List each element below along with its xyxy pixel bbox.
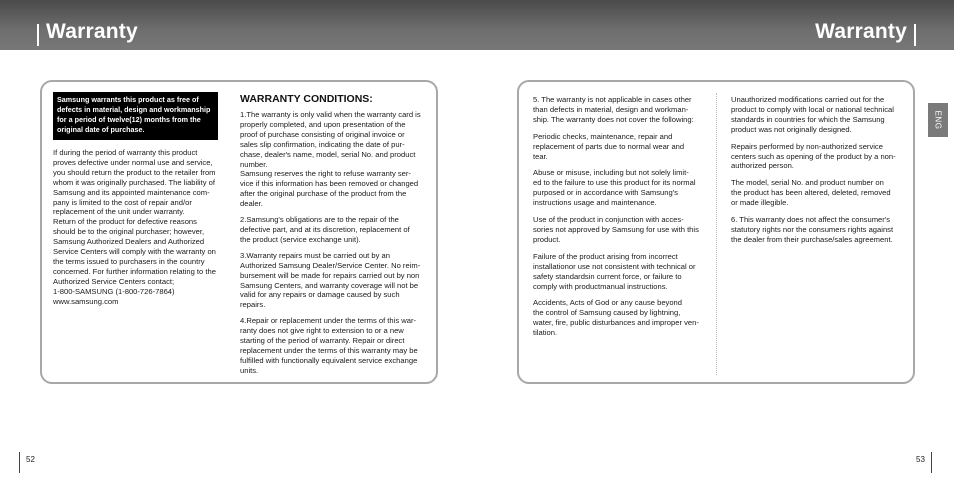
condition-2: 2.Samsung's obligations are to the repair of the defective part, and at its discretion, replacement of the product (service exchange unit). — [240, 215, 410, 244]
title-marker-left — [37, 24, 39, 46]
warranty-highlight-box: Samsung warrants this product as free of defects in material, design and workmanship for a period of twelve(12) months from the original date of purchase. — [53, 92, 218, 140]
exclusion-intro: 5. The warranty is not applicable in cases other than defects in material, design and workman- ship. The warranty does not cover the following: — [533, 95, 694, 124]
page-number-left: 52 — [26, 455, 35, 464]
warranty-intro-text — [53, 148, 229, 307]
exclusion-item: Accidents, Acts of God or any cause beyond the control of Samsung caused by lightning, water, fire, public disturbances and improper ven- tilation. — [533, 298, 699, 338]
title-marker-right — [914, 24, 916, 46]
exclusions-column-2 — [731, 95, 911, 245]
page-title-right: Warranty — [815, 20, 907, 43]
page-title-left: Warranty — [46, 20, 138, 43]
column-divider — [716, 93, 717, 375]
exclusion-item: Failure of the product arising from incorrect installationor use not consistent with technical or safety standardsin current force, or failure to comply with productmanual instructions. — [533, 251, 696, 291]
exclusions-column — [533, 95, 713, 338]
exclusion-item: Abuse or misuse, including but not solely limit- ed to the failure to use this product for its normal purposed or in accordance with Samsung's instructions usage and maintenance. — [533, 168, 696, 208]
header-bar — [0, 0, 954, 50]
page-marker-right — [931, 452, 932, 473]
exclusion-item: Use of the product in conjunction with acces- sories not approved by Samsung for use with this product. — [533, 215, 699, 244]
condition-3: 3.Warranty repairs must be carried out by an Authorized Samsung Dealer/Service Center. No reim- bursement will be made for repairs carried out by non Samsung Centers, and warranty coverage will not be valid for any repairs or damage caused by such repairs. — [240, 250, 421, 310]
intro-paragraph: If during the period of warranty this product proves defective under normal use and service, you should return the product to the retailer from whom it was originally purchased. The liability of Samsung and its appointed maintenance com- pany is limited to the cost of repair and/or replacement of the unit under warranty. Return of the product for defective reasons should be to the original purchaser; however, Samsung Authorized Dealers and Authorized Service Centers will comply with the warranty on the terms issued to purchasers in the country concerned. For further information relating to the Authorized Service Centers contact; 1-800-SAMSUNG (1-800-726-7864) www.samsung.com — [53, 148, 216, 306]
condition-1: 1.The warranty is only valid when the warranty card is properly completed, and upon presentation of the proof of purchase consisting of original invoice or sales slip confirmation, indicating the date of pur- chase, dealer's name, model, serial No. and product number. Samsung reserves the right to refuse warranty ser- vice if this information has been removed or changed after the original purchase of the product from the dealer. — [240, 110, 421, 209]
exclusion-item: Unauthorized modifications carried out for the product to comply with local or national technical standards in countries for which the Samsung product was not originally designed. — [731, 95, 894, 134]
statutory-rights-clause: 6. This warranty does not affect the consumer's statutory rights nor the consumers rights against the dealer from their purchase/sales agreement. — [731, 215, 894, 244]
conditions-heading: WARRANTY CONDITIONS: — [240, 93, 373, 105]
language-tab — [928, 103, 948, 137]
exclusion-item: Repairs performed by non-authorized service centers such as opening of the product by a non- authorized person. — [731, 141, 896, 171]
exclusion-item: The model, serial No. and product number on the product has been altered, deleted, removed or made illegible. — [731, 178, 891, 208]
condition-4: 4.Repair or replacement under the terms of this war- ranty does not give right to extension to or a new starting of the period of warranty. Repair or direct replacement under the terms of this warranty may be fulfilled with functionally equivalent service exchange units. — [240, 316, 418, 375]
page-marker-left — [19, 452, 20, 473]
language-tab-label: ENG — [933, 110, 943, 130]
page-number-right: 53 — [916, 455, 925, 464]
conditions-column — [240, 110, 432, 376]
exclusion-item: Periodic checks, maintenance, repair and replacement of parts due to normal wear and tear. — [533, 131, 685, 161]
